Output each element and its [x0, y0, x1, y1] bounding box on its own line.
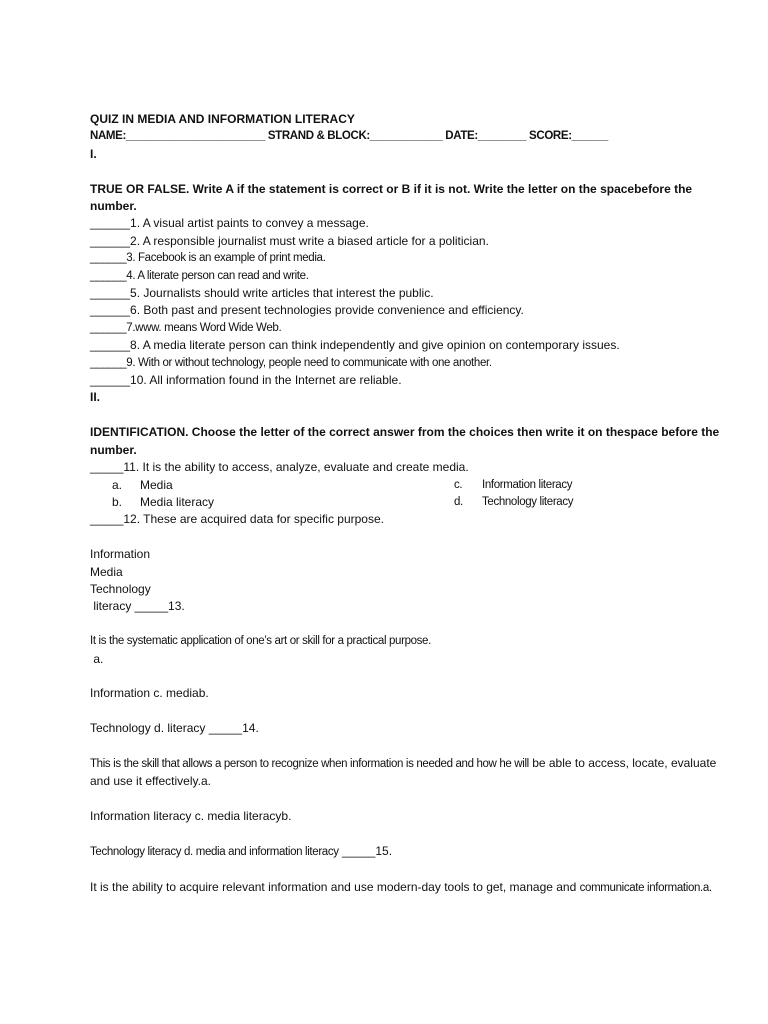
- choice-letter: a.: [112, 477, 123, 492]
- spacer: [90, 616, 730, 633]
- choice-text: Information literacy: [482, 478, 573, 491]
- question-13-choices-line-2: Technology d. literacy _____14.: [90, 721, 259, 736]
- question-12: _____12. These are acquired data for specific purpose.: [90, 512, 384, 527]
- question-14-choices-line-2-part-1: Technology literacy d. media and information literacy: [90, 845, 339, 858]
- header-fields: NAME:_______________________ STRAND & BLOCK:____________ DATE:________ SCORE:______: [90, 130, 608, 143]
- spacer: [90, 529, 730, 546]
- spacer: [90, 703, 730, 720]
- q12-line: Technology: [90, 581, 151, 596]
- choice-a: [112, 477, 454, 494]
- tf-item-6: ______6. Both past and present technologies provide convenience and efficiency.: [90, 303, 524, 318]
- choice-b: [112, 494, 454, 511]
- section-1-numeral: I.: [90, 146, 97, 161]
- tf-item-10: ______10. All information found in the Internet are reliable.: [90, 373, 402, 388]
- choice-text: Technology literacy: [482, 495, 574, 508]
- q12-line: literacy _____13.: [90, 599, 185, 614]
- choice-letter: b.: [112, 494, 123, 509]
- tf-item-2: ______2. A responsible journalist must write a biased article for a politician.: [90, 233, 489, 248]
- choice-d: [454, 494, 614, 511]
- section-1-instructions: TRUE OR FALSE. Write A if the statement is correct or B if it is not. Write the letter on the spacebefore the number.: [90, 181, 693, 214]
- q12-line: Information: [90, 547, 151, 562]
- tf-item-5: ______5. Journalists should write articles that interest the public.: [90, 286, 434, 301]
- true-false-list: [90, 215, 730, 389]
- spacer: [90, 163, 730, 180]
- tf-item-8: ______8. A media literate person can think independently and give opinion on contemporary issues.: [90, 338, 620, 353]
- tf-item-4: ______4. A literate person can read and write.: [90, 269, 309, 282]
- choice-text: Media literacy: [140, 494, 215, 509]
- section-2-numeral: II.: [90, 390, 101, 405]
- choice-c: [454, 477, 614, 494]
- question-14-choices-line-2-part-2: _____15.: [338, 843, 393, 858]
- choice-text: Media: [140, 477, 173, 492]
- question-11-choices: [90, 477, 730, 512]
- tf-item-1: ______1. A visual artist paints to convey a message.: [90, 216, 369, 231]
- question-15-text-part-1: It is the ability to acquire relevant information and use modern-day tools to get, manage and: [90, 879, 577, 894]
- spacer: [90, 791, 730, 808]
- question-14-text: [90, 755, 730, 791]
- choice-letter: c.: [454, 478, 463, 491]
- question-15-text-part-2: communicate information.a.: [579, 881, 712, 894]
- spacer: [90, 738, 730, 755]
- question-14-text-part-1: This is the skill that allows a person to recognize when information is needed and how he will: [90, 757, 529, 770]
- question-14-choices-line-2: [90, 843, 730, 861]
- spacer: [90, 407, 730, 424]
- spacer: [90, 826, 730, 843]
- quiz-title: QUIZ IN MEDIA AND INFORMATION LITERACY: [90, 112, 355, 126]
- section-2-instructions: IDENTIFICATION. Choose the letter of the correct answer from the choices then write it on thespace before the number.: [90, 425, 720, 457]
- spacer: [90, 861, 730, 878]
- tf-item-3: ______3. Facebook is an example of print media.: [90, 252, 326, 265]
- spacer: [90, 668, 730, 685]
- question-14-choices-line-1: Information literacy c. media literacyb.: [90, 809, 292, 824]
- tf-item-9: ______9. With or without technology, people need to communicate with one another.: [90, 356, 492, 369]
- q12-line: Media: [90, 564, 123, 579]
- choice-letter: d.: [454, 495, 463, 508]
- tf-item-7: ______7.www. means Word Wide Web.: [90, 321, 282, 334]
- question-15-text: [90, 879, 730, 897]
- question-11: _____11. It is the ability to access, analyze, evaluate and create media.: [90, 460, 469, 475]
- question-13-a: a.: [90, 651, 104, 666]
- question-13-text: It is the systematic application of one’s art or skill for a practical purpose.: [90, 635, 431, 648]
- question-13-choices-line-1: Information c. mediab.: [90, 686, 209, 701]
- question-14-text-part-2: be able to access, locate, evaluate and use it effectively.a.: [90, 755, 717, 789]
